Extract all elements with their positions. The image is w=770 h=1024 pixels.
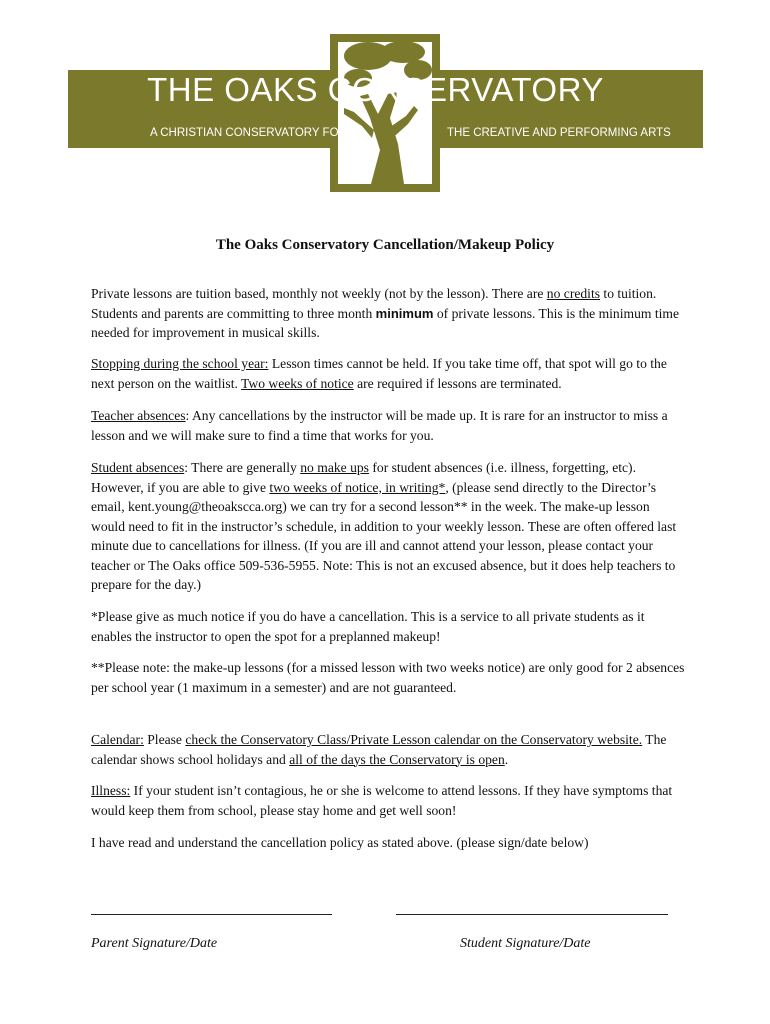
teacher-absences-paragraph: Teacher absences: Any cancellations by the instructor will be made up. It is rare for an instructor to miss a lesson and we will make sure to find a time that works for you. [91,408,668,443]
stopping-paragraph: Stopping during the school year: Lesson times cannot be held. If you take time off, that spot will go to the next person on the waitlist. Two weeks of notice are required if lessons are terminated. [91,356,667,391]
student-signature-label: Student Signature/Date [460,936,591,951]
calendar-paragraph: Calendar: Please check the Conservatory Class/Private Lesson calendar on the Conservatory website. The calendar shows school holidays and all of the days the Conservatory is open. [91,732,667,767]
makeup-limit-paragraph: **Please note: the make-up lessons (for a missed lesson with two weeks notice) are only good for 2 absences per school year (1 maximum in a semester) and are not guaranteed. [91,660,685,695]
policy-title: The Oaks Conservatory Cancellation/Makeup Policy [215,237,555,253]
logo-banner [68,34,703,192]
illness-paragraph: Illness: If your student isn’t contagious, he or she is welcome to attend lessons. If they have symptoms that would keep them from school, please stay home and get well soon! [91,783,673,818]
tagline-left: A CHRISTIAN CONSERVATORY FOR [150,127,347,139]
conservatory-name: THE OAKS CONSERVATORY [147,71,604,108]
parent-signature-label: Parent Signature/Date [91,936,218,951]
notice-note-paragraph: *Please give as much notice if you do have a cancellation. This is a service to all private students as it enables the instructor to open the spot for a preplanned makeup! [91,609,645,644]
student-absences-paragraph: Student absences: There are generally no make ups for student absences (i.e. illness, forgetting, etc). However, if you are able to give two weeks of notice, in writing*, (please send directly to the Director’s email, kent.young@theoakscca.org) we can try for a second lesson** in the week. The make-up lesson would need to fit in the instructor’s schedule, in addition to your weekly lesson. These are often offered last minute due to cancellations for illness. (If you are ill and cannot attend your lesson, please contact your teacher or The Oaks office 509-536-5955. Note: This is not an excused absence, but it does help teachers to prepare for the day.) [91,460,677,592]
tagline-right: THE CREATIVE AND PERFORMING ARTS [447,127,671,139]
acknowledgement-paragraph: I have read and understand the cancellation policy as stated above. (please sign/date below) [91,835,589,850]
conservatory-logo-header [68,34,703,192]
parent-signature-line[interactable] [91,914,332,915]
tuition-paragraph: Private lessons are tuition based, monthly not weekly (not by the lesson). There are no credits to tuition. Students and parents are committing to three month minimum of private lessons. This is the minimum time needed for improvement in musical skills. [91,286,680,340]
student-signature-line[interactable] [396,914,668,915]
